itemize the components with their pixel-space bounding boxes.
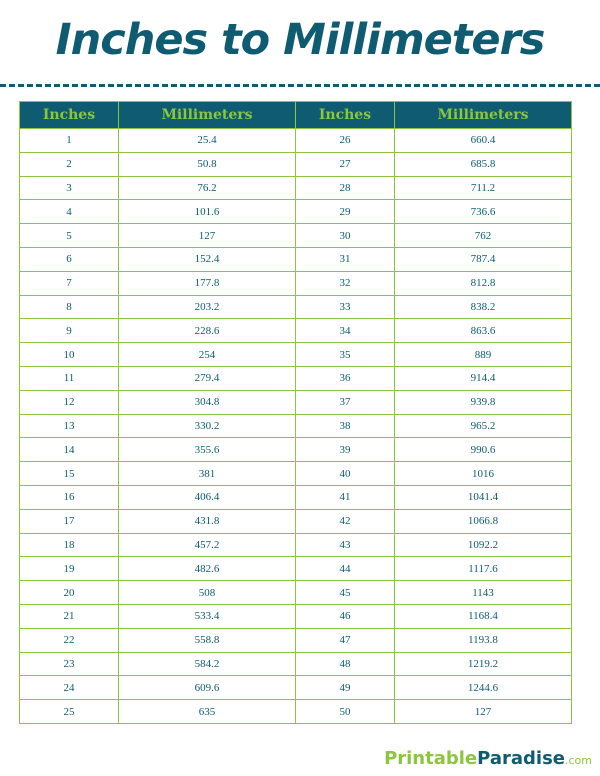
table-row bbox=[20, 700, 572, 724]
millimeters-right-cell: 889 bbox=[395, 343, 572, 367]
millimeters-left-cell: 355.6 bbox=[119, 438, 296, 462]
header-millimeters-right: Millimeters bbox=[395, 102, 572, 129]
inches-left-cell: 20 bbox=[20, 581, 119, 605]
millimeters-right-cell: 1244.6 bbox=[395, 676, 572, 700]
millimeters-right-cell: 990.6 bbox=[395, 438, 572, 462]
inches-right-cell: 44 bbox=[296, 557, 395, 581]
header-millimeters-left: Millimeters bbox=[119, 102, 296, 129]
millimeters-right-cell: 914.4 bbox=[395, 366, 572, 390]
inches-right-cell: 48 bbox=[296, 652, 395, 676]
inches-right-cell: 42 bbox=[296, 509, 395, 533]
table-row bbox=[20, 676, 572, 700]
inches-right-cell: 47 bbox=[296, 628, 395, 652]
inches-left-cell: 21 bbox=[20, 604, 119, 628]
table-row bbox=[20, 129, 572, 153]
millimeters-right-cell: 1168.4 bbox=[395, 604, 572, 628]
inches-right-cell: 35 bbox=[296, 343, 395, 367]
inches-left-cell: 10 bbox=[20, 343, 119, 367]
inches-right-cell: 34 bbox=[296, 319, 395, 343]
millimeters-left-cell: 228.6 bbox=[119, 319, 296, 343]
dashed-divider bbox=[0, 84, 600, 87]
millimeters-right-cell: 1193.8 bbox=[395, 628, 572, 652]
table-row bbox=[20, 438, 572, 462]
table-row bbox=[20, 604, 572, 628]
inches-left-cell: 8 bbox=[20, 295, 119, 319]
millimeters-left-cell: 457.2 bbox=[119, 533, 296, 557]
table-row bbox=[20, 557, 572, 581]
footer-logo bbox=[384, 748, 592, 772]
footer-logo-part1: Printable bbox=[384, 748, 478, 769]
millimeters-right-cell: 736.6 bbox=[395, 200, 572, 224]
inches-left-cell: 13 bbox=[20, 414, 119, 438]
millimeters-left-cell: 203.2 bbox=[119, 295, 296, 319]
table-row bbox=[20, 414, 572, 438]
millimeters-left-cell: 508 bbox=[119, 581, 296, 605]
inches-left-cell: 3 bbox=[20, 176, 119, 200]
millimeters-right-cell: 685.8 bbox=[395, 152, 572, 176]
table-row bbox=[20, 509, 572, 533]
table-row bbox=[20, 247, 572, 271]
footer-logo-part2: Paradise bbox=[477, 748, 565, 769]
inches-right-cell: 28 bbox=[296, 176, 395, 200]
millimeters-left-cell: 381 bbox=[119, 462, 296, 486]
inches-left-cell: 14 bbox=[20, 438, 119, 462]
header-row bbox=[20, 102, 572, 129]
inches-left-cell: 2 bbox=[20, 152, 119, 176]
inches-left-cell: 12 bbox=[20, 390, 119, 414]
inches-right-cell: 26 bbox=[296, 129, 395, 153]
inches-left-cell: 25 bbox=[20, 700, 119, 724]
millimeters-left-cell: 482.6 bbox=[119, 557, 296, 581]
inches-left-cell: 22 bbox=[20, 628, 119, 652]
table-row bbox=[20, 152, 572, 176]
millimeters-left-cell: 101.6 bbox=[119, 200, 296, 224]
millimeters-left-cell: 609.6 bbox=[119, 676, 296, 700]
inches-left-cell: 9 bbox=[20, 319, 119, 343]
millimeters-left-cell: 25.4 bbox=[119, 129, 296, 153]
table-row bbox=[20, 366, 572, 390]
millimeters-right-cell: 838.2 bbox=[395, 295, 572, 319]
inches-left-cell: 1 bbox=[20, 129, 119, 153]
inches-right-cell: 40 bbox=[296, 462, 395, 486]
millimeters-right-cell: 660.4 bbox=[395, 129, 572, 153]
inches-right-cell: 50 bbox=[296, 700, 395, 724]
inches-right-cell: 37 bbox=[296, 390, 395, 414]
millimeters-right-cell: 1219.2 bbox=[395, 652, 572, 676]
millimeters-right-cell: 1016 bbox=[395, 462, 572, 486]
millimeters-right-cell: 1066.8 bbox=[395, 509, 572, 533]
conversion-table bbox=[19, 101, 572, 724]
table-row bbox=[20, 343, 572, 367]
inches-left-cell: 6 bbox=[20, 247, 119, 271]
millimeters-left-cell: 533.4 bbox=[119, 604, 296, 628]
millimeters-right-cell: 939.8 bbox=[395, 390, 572, 414]
inches-left-cell: 15 bbox=[20, 462, 119, 486]
millimeters-right-cell: 762 bbox=[395, 224, 572, 248]
inches-left-cell: 24 bbox=[20, 676, 119, 700]
inches-right-cell: 45 bbox=[296, 581, 395, 605]
inches-right-cell: 36 bbox=[296, 366, 395, 390]
inches-left-cell: 18 bbox=[20, 533, 119, 557]
table-row bbox=[20, 581, 572, 605]
millimeters-left-cell: 279.4 bbox=[119, 366, 296, 390]
millimeters-right-cell: 812.8 bbox=[395, 271, 572, 295]
table-row bbox=[20, 271, 572, 295]
inches-right-cell: 49 bbox=[296, 676, 395, 700]
millimeters-left-cell: 330.2 bbox=[119, 414, 296, 438]
millimeters-left-cell: 127 bbox=[119, 224, 296, 248]
millimeters-right-cell: 1041.4 bbox=[395, 485, 572, 509]
millimeters-right-cell: 1143 bbox=[395, 581, 572, 605]
inches-left-cell: 17 bbox=[20, 509, 119, 533]
millimeters-left-cell: 431.8 bbox=[119, 509, 296, 533]
table-row bbox=[20, 295, 572, 319]
table-row bbox=[20, 485, 572, 509]
inches-left-cell: 7 bbox=[20, 271, 119, 295]
table-row bbox=[20, 533, 572, 557]
table-row bbox=[20, 652, 572, 676]
millimeters-left-cell: 76.2 bbox=[119, 176, 296, 200]
inches-left-cell: 16 bbox=[20, 485, 119, 509]
table-row bbox=[20, 390, 572, 414]
inches-right-cell: 27 bbox=[296, 152, 395, 176]
table-row bbox=[20, 628, 572, 652]
millimeters-left-cell: 177.8 bbox=[119, 271, 296, 295]
table-row bbox=[20, 176, 572, 200]
inches-right-cell: 31 bbox=[296, 247, 395, 271]
inches-right-cell: 43 bbox=[296, 533, 395, 557]
table-body bbox=[20, 129, 572, 724]
header-inches-right: Inches bbox=[296, 102, 395, 129]
millimeters-left-cell: 558.8 bbox=[119, 628, 296, 652]
millimeters-right-cell: 127 bbox=[395, 700, 572, 724]
page-title: Inches to Millimeters bbox=[55, 15, 545, 65]
inches-right-cell: 46 bbox=[296, 604, 395, 628]
millimeters-left-cell: 152.4 bbox=[119, 247, 296, 271]
millimeters-left-cell: 406.4 bbox=[119, 485, 296, 509]
millimeters-right-cell: 965.2 bbox=[395, 414, 572, 438]
table-row bbox=[20, 224, 572, 248]
inches-right-cell: 38 bbox=[296, 414, 395, 438]
millimeters-left-cell: 254 bbox=[119, 343, 296, 367]
inches-left-cell: 19 bbox=[20, 557, 119, 581]
millimeters-left-cell: 635 bbox=[119, 700, 296, 724]
table-row bbox=[20, 200, 572, 224]
millimeters-right-cell: 863.6 bbox=[395, 319, 572, 343]
millimeters-left-cell: 304.8 bbox=[119, 390, 296, 414]
inches-right-cell: 32 bbox=[296, 271, 395, 295]
table-row bbox=[20, 462, 572, 486]
millimeters-right-cell: 1117.6 bbox=[395, 557, 572, 581]
inches-left-cell: 5 bbox=[20, 224, 119, 248]
inches-left-cell: 11 bbox=[20, 366, 119, 390]
footer-logo-part3: .com bbox=[565, 754, 592, 767]
millimeters-right-cell: 711.2 bbox=[395, 176, 572, 200]
inches-right-cell: 29 bbox=[296, 200, 395, 224]
millimeters-right-cell: 787.4 bbox=[395, 247, 572, 271]
inches-right-cell: 39 bbox=[296, 438, 395, 462]
millimeters-left-cell: 584.2 bbox=[119, 652, 296, 676]
inches-right-cell: 33 bbox=[296, 295, 395, 319]
inches-right-cell: 41 bbox=[296, 485, 395, 509]
millimeters-left-cell: 50.8 bbox=[119, 152, 296, 176]
inches-left-cell: 23 bbox=[20, 652, 119, 676]
millimeters-right-cell: 1092.2 bbox=[395, 533, 572, 557]
inches-left-cell: 4 bbox=[20, 200, 119, 224]
header-inches-left: Inches bbox=[20, 102, 119, 129]
inches-right-cell: 30 bbox=[296, 224, 395, 248]
table-row bbox=[20, 319, 572, 343]
